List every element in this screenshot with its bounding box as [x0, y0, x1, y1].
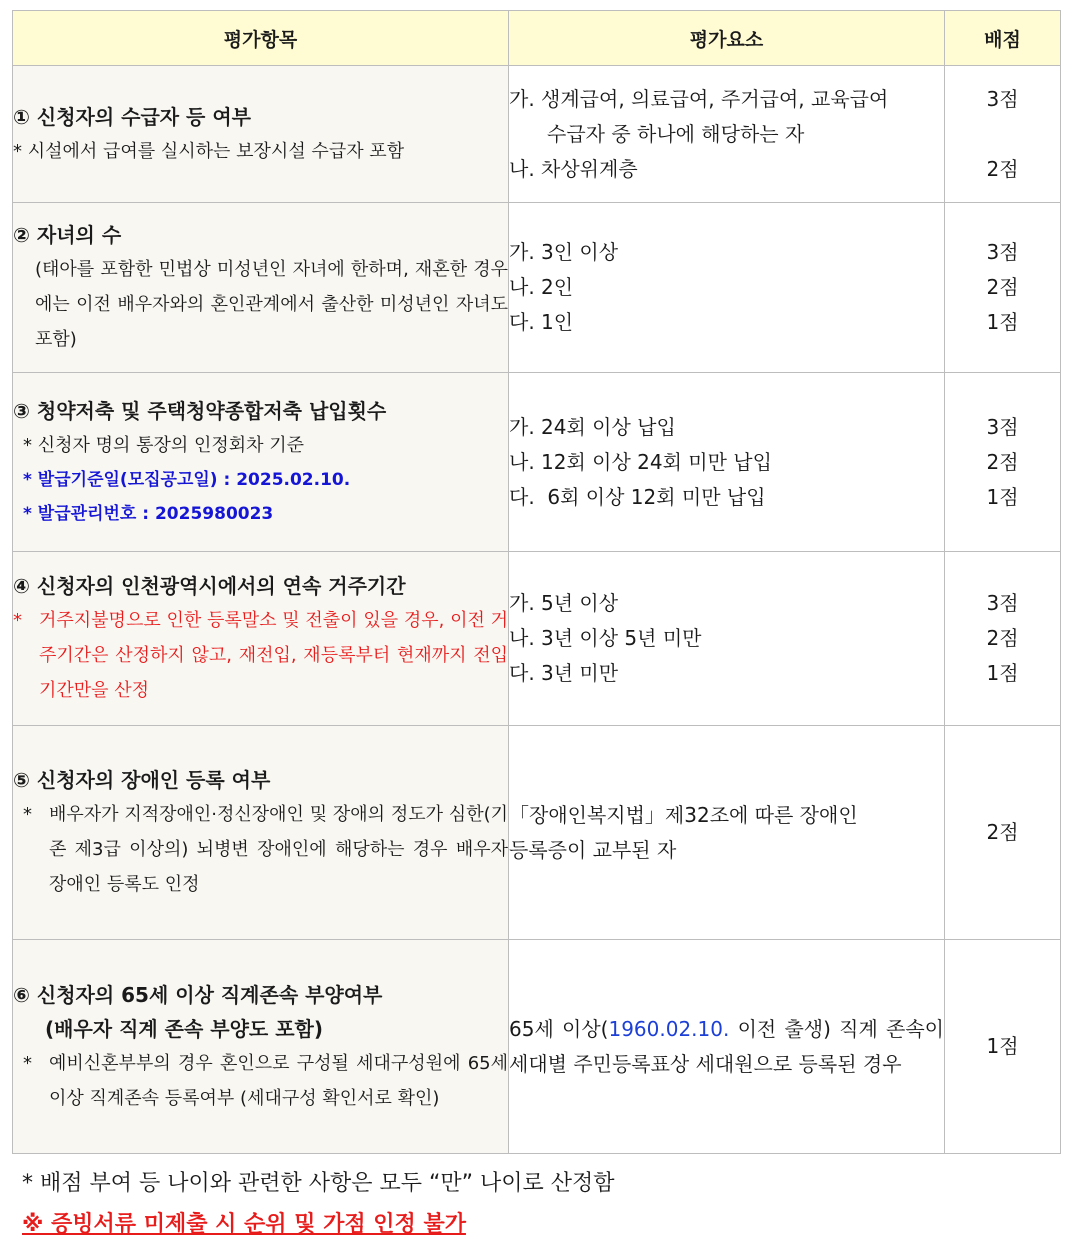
item-cell — [13, 373, 509, 552]
element-date: 1960.02.10. — [608, 1016, 730, 1041]
element-line: 수급자 중 하나에 해당하는 자 — [547, 121, 805, 146]
score-cell — [945, 552, 1061, 726]
element-line: 나. 12회 이상 24회 미만 납입 — [509, 449, 772, 474]
score-value: 1점 — [986, 484, 1019, 509]
note-text: 배우자가 지적장애인·정신장애인 및 장애의 정도가 심한(기존 제3급 이상의) 뇌병변 장애인에 해당하는 경우 배우자 장애인 등록도 인정 — [49, 804, 508, 895]
score-cell — [945, 203, 1061, 373]
item-note — [13, 797, 508, 902]
header-element: 평가요소 — [509, 11, 945, 66]
item-note: (태아를 포함한 민법상 미성년인 자녀에 한하며, 재혼한 경우에는 이전 배우자와의 혼인관계에서 출산한 미성년인 자녀도 포함) — [35, 259, 508, 350]
score-value: 1점 — [986, 661, 1019, 685]
item-cell — [13, 940, 509, 1154]
score-value: 1점 — [986, 310, 1019, 334]
issue-number-note: * 발급관리번호 : 2025980023 — [23, 503, 274, 524]
element-line: 다. 3년 미만 — [509, 661, 619, 685]
score-value: 3점 — [986, 240, 1019, 264]
element-line: 나. 차상위계층 — [509, 156, 638, 181]
table-row — [13, 373, 1061, 552]
score-cell — [945, 940, 1061, 1154]
element-line: 나. 2인 — [509, 275, 574, 299]
table-row — [13, 203, 1061, 373]
element-text — [509, 1012, 944, 1082]
item-cell — [13, 552, 509, 726]
item-note — [13, 1046, 508, 1116]
item-cell — [13, 203, 509, 373]
header-row — [13, 11, 1061, 66]
score-value: 2점 — [986, 820, 1019, 844]
header-item: 평가항목 — [13, 11, 509, 66]
footnote-age: * 배점 부여 등 나이와 관련한 사항은 모두 “만” 나이로 산정함 — [22, 1171, 615, 1196]
table-row — [13, 66, 1061, 203]
table-row — [13, 940, 1061, 1154]
score-cell — [945, 66, 1061, 203]
table-row — [13, 726, 1061, 940]
note-text: 예비신혼부부의 경우 혼인으로 구성될 세대구성원에 65세 이상 직계존속 등록여부 (세대구성 확인서로 확인) — [49, 1052, 508, 1109]
score-value: 2점 — [986, 275, 1019, 299]
element-line: 가. 5년 이상 — [509, 591, 619, 615]
score-value: 3점 — [986, 414, 1019, 439]
element-line: 「장애인복지법」제32조에 따른 장애인 — [509, 802, 858, 827]
element-line: 가. 생계급여, 의료급여, 주거급여, 교육급여 — [509, 86, 889, 111]
score-cell — [945, 373, 1061, 552]
item-title-sub: (배우자 직계 존속 부양도 포함) — [45, 1016, 323, 1041]
issue-date-note: * 발급기준일(모집공고일) : 2025.02.10. — [23, 469, 351, 490]
item-title: ④ 신청자의 인천광역시에서의 연속 거주기간 — [13, 574, 406, 598]
item-note: * 시설에서 급여를 실시하는 보장시설 수급자 포함 — [13, 140, 405, 162]
element-cell — [509, 373, 945, 552]
note-text: 거주지불명으로 인한 등록말소 및 전출이 있을 경우, 이전 거주기간은 산정하지 않고, 재전입, 재등록부터 현재까지 전입기간만을 산정 — [39, 610, 508, 701]
element-cell — [509, 940, 945, 1154]
item-cell — [13, 726, 509, 940]
score-value: 2점 — [986, 449, 1019, 474]
item-note: * 신청자 명의 통장의 인정회차 기준 — [23, 434, 305, 456]
element-cell — [509, 203, 945, 373]
element-cell — [509, 552, 945, 726]
footnote-warning: ※ 증빙서류 미제출 시 순위 및 가점 인정 불가 — [22, 1212, 466, 1237]
element-line: 다. 1인 — [509, 310, 574, 334]
score-cell — [945, 726, 1061, 940]
table-row — [13, 552, 1061, 726]
element-line: 나. 3년 이상 5년 미만 — [509, 626, 702, 650]
item-cell — [13, 66, 509, 203]
item-title: ③ 청약저축 및 주택청약종합저축 납입횟수 — [13, 398, 387, 423]
scoring-table — [12, 10, 1061, 1154]
note-marker: * — [23, 804, 32, 825]
item-title: ② 자녀의 수 — [13, 223, 122, 247]
element-cell — [509, 726, 945, 940]
header-score: 배점 — [945, 11, 1061, 66]
item-note — [13, 603, 508, 708]
element-line: 등록증이 교부된 자 — [509, 837, 677, 862]
item-title: ⑤ 신청자의 장애인 등록 여부 — [13, 768, 271, 792]
element-text-pre: 65세 이상( — [509, 1016, 609, 1041]
score-value: 1점 — [986, 1034, 1019, 1058]
item-title: ① 신청자의 수급자 등 여부 — [13, 104, 251, 129]
item-title: ⑥ 신청자의 65세 이상 직계존속 부양여부 — [13, 982, 383, 1007]
element-line: 다. 6회 이상 12회 미만 납입 — [509, 484, 766, 509]
note-marker: * — [13, 610, 22, 631]
score-value: 3점 — [986, 86, 1019, 111]
element-cell — [509, 66, 945, 203]
score-value: 2점 — [986, 626, 1019, 650]
score-value: 2점 — [986, 156, 1019, 181]
score-value: 3점 — [986, 591, 1019, 615]
element-text-post: 이전 출생) 직계 존속이 세대별 주민등록표상 세대원으로 등록된 경우 — [509, 1016, 944, 1076]
element-line: 가. 3인 이상 — [509, 240, 619, 264]
note-marker: * — [23, 1052, 32, 1074]
element-line: 가. 24회 이상 납입 — [509, 414, 676, 439]
